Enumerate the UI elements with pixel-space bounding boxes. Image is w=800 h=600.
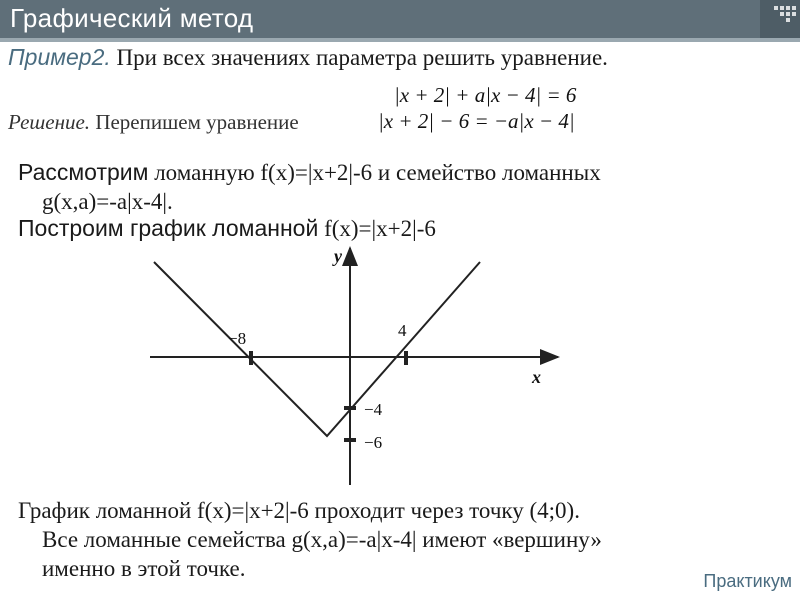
- tick-label-y-neg6: −6: [364, 433, 383, 452]
- broken-line-f: [154, 262, 480, 436]
- solution-line: [8, 110, 299, 135]
- paragraph-conclusion-line1: График ломанной f(x)=|x+2|-6 проходит через точку (4;0).: [18, 498, 580, 523]
- function-graph: [140, 240, 580, 490]
- paragraph-conclusion-line3: именно в этой точке.: [42, 556, 246, 581]
- paragraph-consider-lead: Рассмотрим: [18, 159, 149, 185]
- paragraph-consider: [18, 158, 788, 216]
- graph-heading: [18, 215, 436, 242]
- paragraph-consider-line2: g(x,a)=-a|x-4|.: [42, 189, 173, 214]
- solution-text: Перепишем уравнение: [95, 110, 299, 134]
- x-axis-label: x: [532, 367, 541, 387]
- paragraph-conclusion-line2: Все ломанные семейства g(x,a)=-a|x-4| имеют «вершину»: [42, 527, 602, 552]
- example-text: При всех значениях параметра решить уравнение.: [116, 45, 608, 70]
- footer-practicum-link[interactable]: Практикум: [703, 571, 792, 591]
- page-title: Графический метод: [10, 3, 254, 33]
- example-line: [8, 44, 608, 71]
- tick-label-y-neg4: −4: [364, 400, 383, 419]
- solution-equation-text: |x + 2| − 6 = −a|x − 4|: [378, 109, 575, 133]
- paragraph-conclusion: [18, 496, 788, 583]
- header-bar: [0, 0, 800, 38]
- paragraph-consider-rest: ломанную f(x)=|x+2|-6 и семейство ломанных: [154, 160, 601, 185]
- header-decoration: [760, 0, 800, 38]
- header-underline: [0, 38, 800, 42]
- solution-label: Решение.: [8, 110, 91, 134]
- graph-heading-rest: f(x)=|x+2|-6: [324, 216, 436, 241]
- example-label: Пример2.: [8, 44, 111, 70]
- tick-label-x-4: 4: [398, 321, 407, 340]
- tick-label-x-neg8: −8: [228, 329, 247, 348]
- y-axis-label: y: [334, 246, 342, 266]
- graph-heading-lead: Построим график ломанной: [18, 215, 319, 241]
- example-equation-text: |x + 2| + a|x − 4| = 6: [394, 83, 577, 107]
- solution-equation: [374, 105, 614, 137]
